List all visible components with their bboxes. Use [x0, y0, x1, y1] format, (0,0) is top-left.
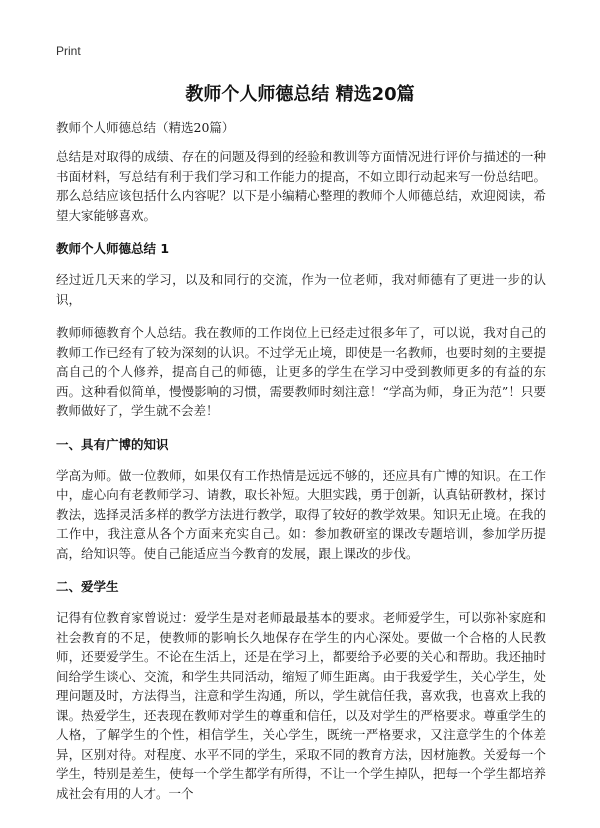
- print-label[interactable]: Print: [56, 44, 81, 58]
- page-title: 教师个人师德总结 精选20篇: [185, 84, 415, 105]
- document-subtitle: 教师个人师德总结（精选20篇）: [56, 120, 235, 135]
- intro-paragraph: 总结是对取得的成绩、存在的问题及得到的经验和教训等方面情况进行评价与描述的一种书面材料，写总结有利于我们学习和工作能力的提高，不如立即行动起来写一份总结吧。那么总结应该包括什么内容呢？以下是小编精心整理的教师个人师德总结，欢迎阅读，希望大家能够喜欢。: [56, 149, 546, 223]
- document-body: [56, 118, 546, 817]
- section1-paragraph-2: 教师师德教育个人总结。我在教师的工作岗位上已经走过很多年了，可以说，我对自己的教师工作已经有了较为深刻的认识。不过学无止境，即使是一名教师，也要时刻的主要提高自己的个人修养，提高自己的师德，让更多的学生在学习中受到教师更多的有益的东西。这种看似简单，慢慢影响的习惯，需要教师时刻注意！“学高为师，身正为范”！只要教师做好了，学生就不会差！: [56, 325, 546, 418]
- knowledge-paragraph: 学高为师。做一位教师，如果仅有工作热情是远远不够的，还应具有广博的知识。在工作中，虚心向有老教师学习、请教，取长补短。大胆实践，勇于创新，认真钻研教材，探讨教法，选择灵活多样的教学方法进行教学，取得了较好的教学效果。知识无止境。在我的工作中，我注意从各个方面来充实自己。如：参加教研室的课改专题培训，参加学历提高，给知识等。使自己能适应当今教育的发展，跟上课改的步伐。: [56, 467, 546, 561]
- section-heading-summary-1: 教师个人师德总结 1: [56, 241, 170, 256]
- heading-love-students: 二、爱学生: [56, 579, 119, 594]
- love-students-paragraph: 记得有位教育家曾说过：爱学生是对老师最最基本的要求。老师爱学生，可以弥补家庭和社会教育的不足，使教师的影响长久地保存在学生的内心深处。要做一个合格的人民教师，还要爱学生。不论在生活上，还是在学习上，都要给予必要的关心和帮助。我还抽时间给学生谈心、交流，和学生共同活动，缩短了师生距离。由于我爱学生，关心学生，处理问题及时，方法得当，注意和学生沟通，所以，学生就信任我，喜欢我，也喜欢上我的课。热爱学生，还表现在教师对学生的尊重和信任，以及对学生的严格要求。尊重学生的人格，了解学生的个性，相信学生，关心学生，既统一严格要求，又注意学生的个体差异，区别对待。对程度、水平不同的学生，采取不同的教育方法，因材施教。关爱每一个学生，特别是差生，使每一个学生都学有所得，不让一个学生掉队，把每一个学生都培养成社会有用的人才。一个: [56, 610, 546, 801]
- section1-paragraph-1: 经过近几天来的学习，以及和同行的交流，作为一位老师，我对师德有了更进一步的认识，: [56, 272, 546, 307]
- heading-broad-knowledge: 一、具有广博的知识: [56, 436, 169, 452]
